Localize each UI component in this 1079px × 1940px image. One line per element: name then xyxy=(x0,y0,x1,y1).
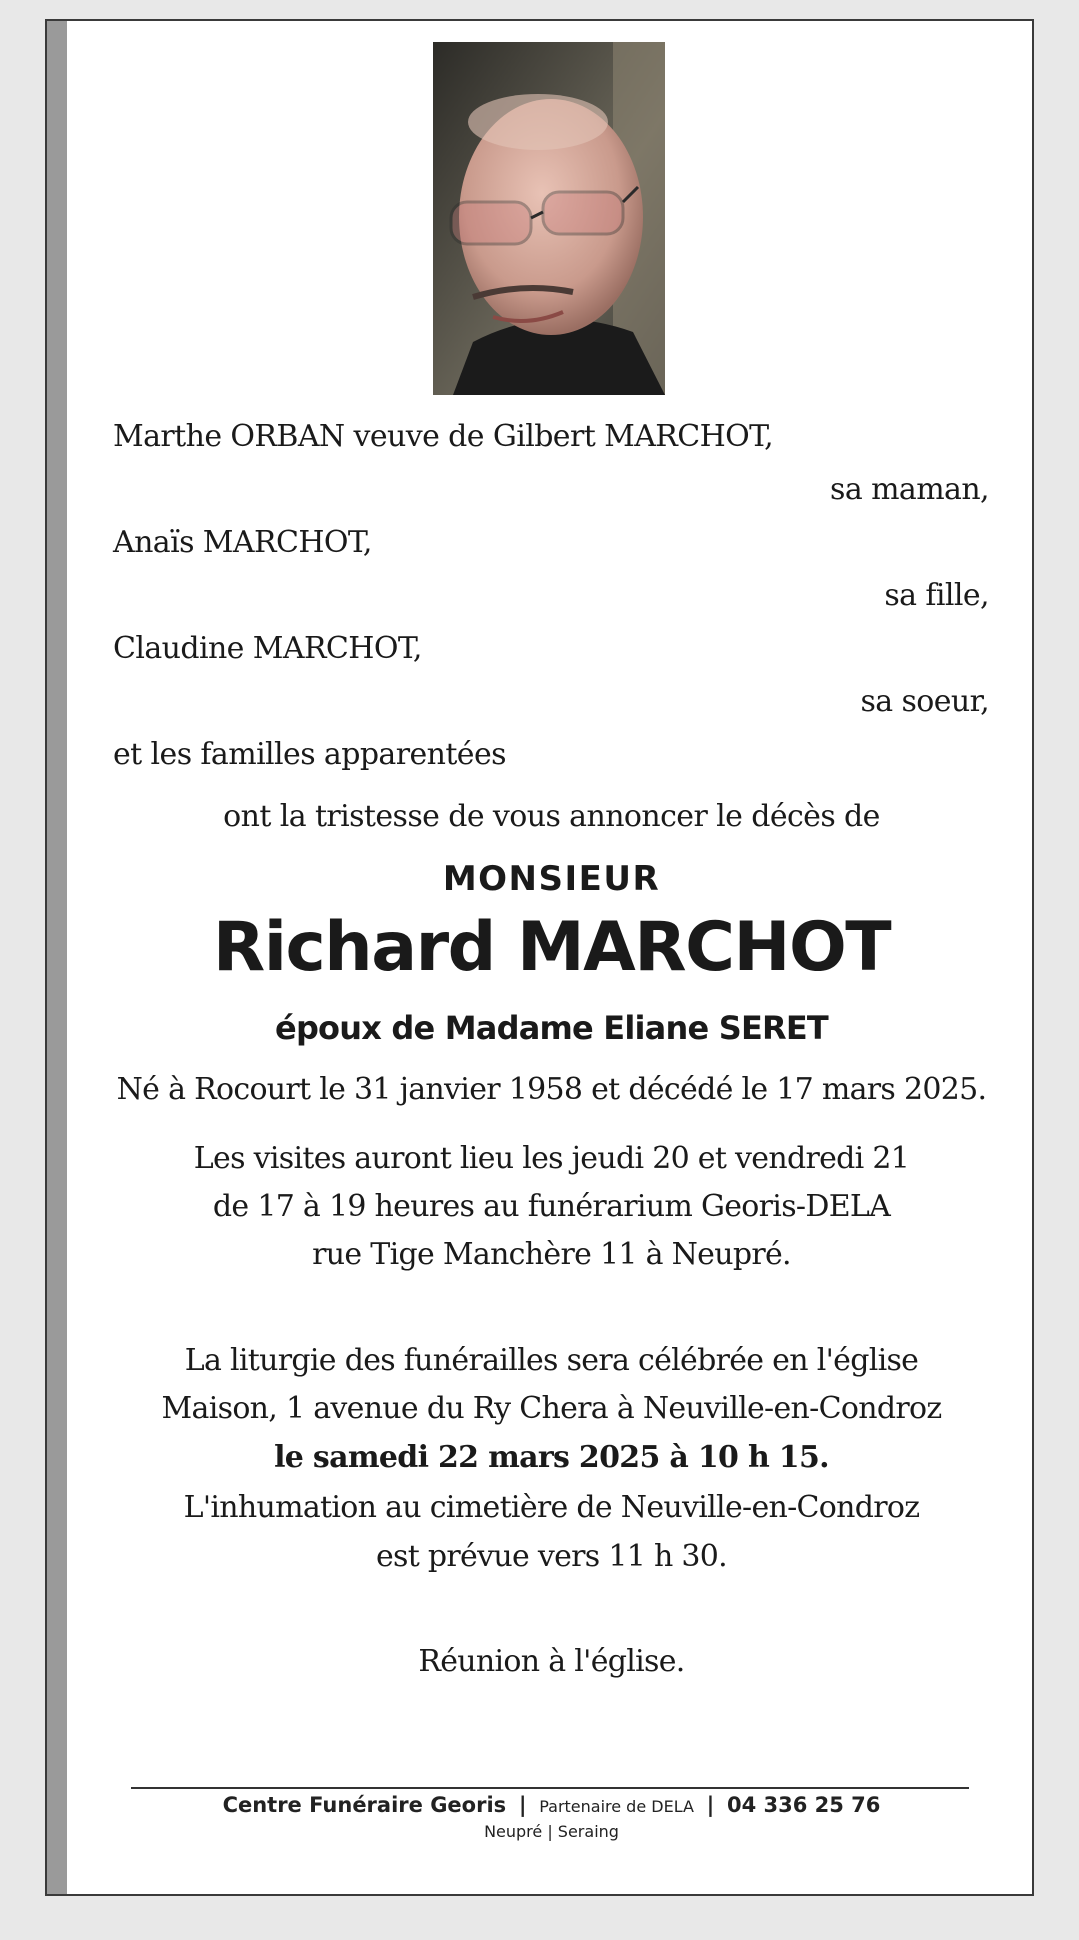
partner-label: Partenaire de DELA xyxy=(539,1797,694,1816)
family-closing: et les familles apparentées xyxy=(113,737,506,772)
left-accent-bar xyxy=(47,21,67,1894)
footer-divider xyxy=(131,1787,969,1789)
phone-number: 04 336 25 76 xyxy=(726,1793,881,1817)
visits-line: de 17 à 19 heures au funérarium Georis-DELA xyxy=(212,1189,891,1224)
family-member-relation: sa maman, xyxy=(830,472,989,507)
funeral-company-name: Centre Funéraire Georis xyxy=(222,1793,507,1817)
family-member-name: Marthe ORBAN veuve de Gilbert MARCHOT, xyxy=(113,419,774,454)
family-member-relation: sa fille, xyxy=(884,578,989,613)
footer-separator: | xyxy=(518,1793,527,1817)
visits-line: rue Tige Manchère 11 à Neupré. xyxy=(312,1237,791,1272)
announcement-text: ont la tristesse de vous annoncer le décès de xyxy=(223,799,880,834)
deceased-name: Richard MARCHOT xyxy=(212,908,891,987)
portrait-photo xyxy=(433,42,665,395)
spouse-line: époux de Madame Eliane SERET xyxy=(275,1009,828,1047)
family-member-relation: sa soeur, xyxy=(860,684,989,719)
visits-line: Les visites auront lieu les jeudi 20 et vendredi 21 xyxy=(193,1141,910,1176)
burial-line: est prévue vers 11 h 30. xyxy=(375,1539,728,1574)
civility-title: MONSIEUR xyxy=(442,859,661,899)
footer-locations: Neupré | Seraing xyxy=(484,1822,619,1841)
family-member-name: Claudine MARCHOT, xyxy=(113,631,422,666)
birth-death-line: Né à Rocourt le 31 janvier 1958 et décédé le 17 mars 2025. xyxy=(116,1072,987,1107)
liturgy-line: Maison, 1 avenue du Ry Chera à Neuville-en-Condroz xyxy=(161,1391,942,1426)
liturgy-date: le samedi 22 mars 2025 à 10 h 15. xyxy=(274,1440,829,1475)
family-member-name: Anaïs MARCHOT, xyxy=(113,525,372,560)
reunion-line: Réunion à l'église. xyxy=(418,1644,685,1679)
portrait-image xyxy=(433,42,665,395)
footer-separator: | xyxy=(706,1793,715,1817)
liturgy-line: La liturgie des funérailles sera célébrée en l'église xyxy=(184,1343,919,1378)
footer-company-line xyxy=(67,1793,1036,1817)
burial-line: L'inhumation au cimetière de Neuville-en-Condroz xyxy=(183,1490,920,1525)
obituary-card xyxy=(45,19,1034,1896)
